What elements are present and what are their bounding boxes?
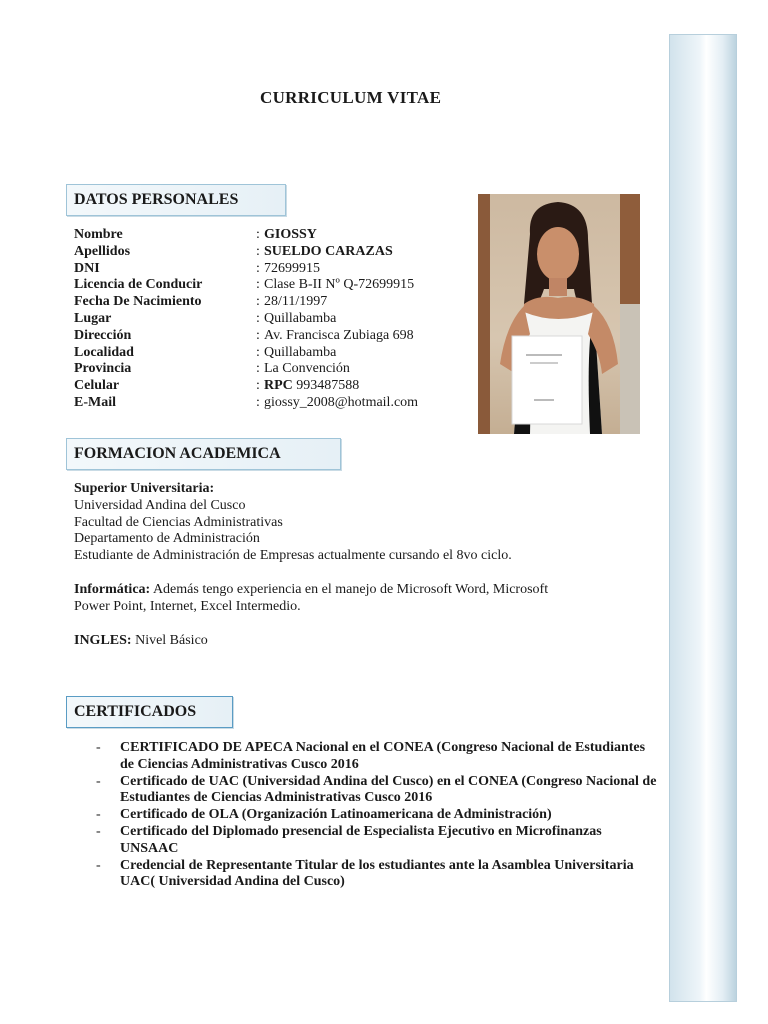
phone-prefix: RPC: [264, 378, 293, 394]
profile-photo-illustration: [478, 194, 640, 434]
informatica-line-1: [74, 582, 548, 599]
ingles-label: INGLES:: [74, 633, 132, 648]
field-label: Localidad: [74, 344, 134, 360]
colon: :: [256, 227, 260, 242]
field-value: Av. Francisca Zubiaga 698: [264, 327, 414, 343]
field-value: SUELDO CARAZAS: [264, 243, 393, 259]
bullet-dash: -: [96, 740, 101, 755]
bullet-dash: -: [96, 857, 101, 873]
field-value: 993487588: [296, 378, 360, 394]
section-header-formacion-academica: FORMACION ACADEMICA: [66, 438, 341, 470]
certificate-text: CERTIFICADO DE APECA Nacional en el CONEA (Congreso Nacional de Estudiantes de Ciencias Administrativas Cusco 2016: [120, 740, 646, 772]
formacion-line: Universidad Andina del Cusco: [74, 497, 246, 513]
field-label: Celular: [74, 378, 120, 394]
field-label: Fecha De Nacimiento: [74, 294, 202, 310]
decorative-side-bar: [669, 34, 737, 1002]
formacion-line: Facultad de Ciencias Administrativas: [74, 514, 283, 530]
personal-data-table: [74, 227, 418, 412]
field-value: 28/11/1997: [264, 294, 328, 310]
field-label: DNI: [74, 260, 100, 276]
personal-row-fecha-nacimiento: [74, 294, 418, 311]
profile-photo: [478, 194, 640, 434]
formacion-line: Departamento de Administración: [74, 531, 260, 547]
list-item: [96, 807, 661, 824]
certificate-text: Credencial de Representante Titular de los estudiantes ante la Asamblea Universitaria UAC( Universidad Andina del Cusco): [120, 857, 634, 890]
field-label: Lugar: [74, 310, 112, 326]
section-header-certificados: CERTIFICADOS: [66, 696, 233, 728]
colon: :: [256, 260, 260, 276]
list-item: [96, 774, 661, 808]
colon: :: [256, 243, 260, 259]
certificate-text: Certificado de UAC (Universidad Andina del Cusco) en el CONEA (Congreso Nacional de Estudiantes de Ciencias Administrativas Cusco 2016: [120, 773, 657, 806]
page-title: CURRICULUM VITAE: [260, 88, 442, 107]
field-label: Dirección: [74, 327, 132, 343]
personal-row-direccion: [74, 328, 418, 345]
colon: :: [256, 344, 260, 360]
field-value: Quillabamba: [264, 310, 337, 326]
personal-row-email: [74, 395, 418, 412]
section-header-datos-personales: DATOS PERSONALES: [66, 184, 286, 216]
field-label: Apellidos: [74, 243, 131, 259]
informatica-line-2: Power Point, Internet, Excel Intermedio.: [74, 598, 301, 614]
personal-row-provincia: [74, 361, 418, 378]
bullet-dash: -: [96, 823, 101, 839]
colon: :: [256, 361, 260, 377]
certificate-text: Certificado del Diplomado presencial de Especialista Ejecutivo en Microfinanzas UNSAAC: [120, 823, 602, 856]
informatica-label: Informática:: [74, 582, 151, 597]
certificate-text: Certificado de OLA (Organización Latinoamericana de Administración): [120, 807, 552, 823]
field-value: 72699915: [264, 260, 320, 276]
field-label: Provincia: [74, 361, 132, 377]
list-item: [96, 740, 661, 774]
field-value: Clase B-II Nº Q-72699915: [264, 277, 415, 293]
informatica-text: Además tengo experiencia en el manejo de Microsoft Word, Microsoft: [152, 582, 549, 597]
colon: :: [256, 294, 260, 310]
colon: :: [256, 327, 260, 343]
personal-row-celular: [74, 378, 418, 395]
bullet-dash: -: [96, 773, 101, 789]
field-value: GIOSSY: [264, 227, 317, 242]
personal-row-nombre: [74, 227, 418, 244]
ingles-value: Nivel Básico: [135, 633, 208, 648]
personal-row-dni: [74, 261, 418, 278]
list-item: [96, 858, 661, 892]
personal-row-licencia: [74, 277, 418, 294]
field-value: La Convención: [264, 361, 350, 377]
formacion-heading: Superior Universitaria:: [74, 481, 215, 496]
list-item: [96, 824, 661, 858]
colon: :: [256, 277, 260, 293]
personal-row-apellidos: [74, 244, 418, 261]
certificates-list: [96, 740, 661, 891]
colon: :: [256, 310, 260, 326]
field-label: Nombre: [74, 227, 123, 242]
field-label: Licencia de Conducir: [74, 277, 203, 293]
colon: :: [256, 378, 260, 394]
field-label: E-Mail: [74, 394, 116, 410]
personal-row-localidad: [74, 345, 418, 362]
personal-row-lugar: [74, 311, 418, 328]
field-value: giossy_2008@hotmail.com: [264, 394, 419, 410]
field-value: Quillabamba: [264, 344, 337, 360]
ingles-block: [74, 633, 208, 650]
formacion-line: Estudiante de Administración de Empresas actualmente cursando el 8vo ciclo.: [74, 548, 512, 564]
formacion-block: [74, 481, 512, 565]
bullet-dash: -: [96, 807, 101, 823]
colon: :: [256, 394, 260, 410]
informatica-block: [74, 582, 548, 616]
